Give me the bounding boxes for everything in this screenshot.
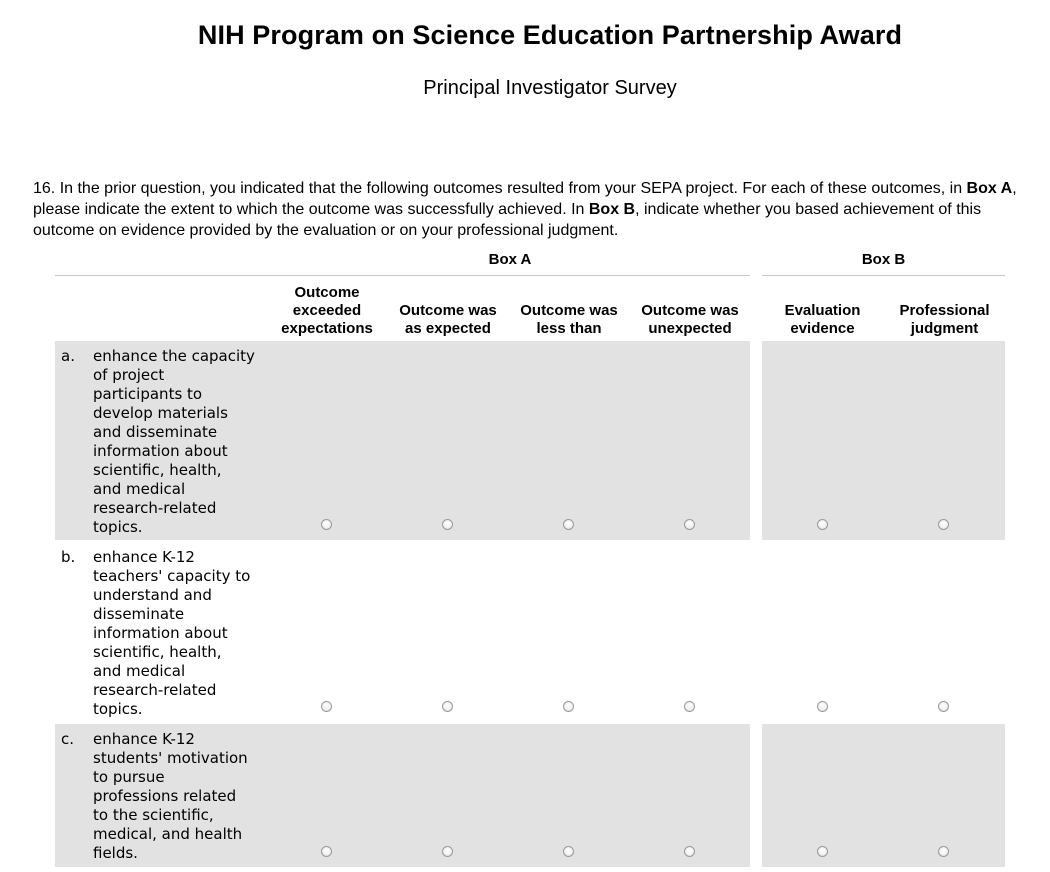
box-b-label: Box B bbox=[861, 251, 906, 268]
question-part-2: , please indicate the extent to which the outcome was successfully achieved. In bbox=[33, 180, 1017, 218]
row-a-radio-exceeded[interactable] bbox=[321, 519, 332, 530]
row-b-label: enhance K-12 teachers' capacity to understand and disseminate information about scientific, health, and medical research-related topics. bbox=[93, 548, 251, 718]
row-b-radio-as-expected[interactable] bbox=[442, 701, 453, 712]
row-b-radio-exceeded[interactable] bbox=[321, 701, 332, 712]
page-title: NIH Program on Science Education Partnership Award bbox=[197, 20, 903, 50]
question-part-3: , indicate whether you based achievement of this outcome on evidence provided by the evaluation or on your professional judgment. bbox=[33, 201, 982, 239]
row-b-radio-professional-judgment[interactable] bbox=[938, 701, 949, 712]
page-subtitle: Principal Investigator Survey bbox=[423, 77, 677, 99]
column-header-as-expected: Outcome was as expected bbox=[399, 302, 497, 337]
question-part-1: 16. In the prior question, you indicated that the following outcomes resulted from your SEPA project. For each of these outcomes, in bbox=[33, 180, 967, 197]
row-a-letter: a. bbox=[61, 347, 75, 365]
row-c-radio-unexpected[interactable] bbox=[684, 846, 695, 857]
column-header-evaluation-evidence: Evaluation evidence bbox=[784, 302, 861, 337]
row-b-radio-evaluation-evidence[interactable] bbox=[817, 701, 828, 712]
row-c-radio-evaluation-evidence[interactable] bbox=[817, 846, 828, 857]
question-text bbox=[33, 178, 1043, 241]
row-a-radio-evaluation-evidence[interactable] bbox=[817, 519, 828, 530]
question-box-b: Box B bbox=[588, 201, 636, 218]
row-b-letter: b. bbox=[61, 548, 76, 566]
row-c-radio-professional-judgment[interactable] bbox=[938, 846, 949, 857]
column-header-professional-judgment: Professional judgment bbox=[899, 302, 990, 337]
column-header-less-than: Outcome was less than bbox=[520, 302, 618, 337]
row-a-radio-professional-judgment[interactable] bbox=[938, 519, 949, 530]
box-a-label: Box A bbox=[488, 251, 532, 268]
row-c-radio-less-than[interactable] bbox=[563, 846, 574, 857]
row-a-radio-unexpected[interactable] bbox=[684, 519, 695, 530]
row-a-radio-as-expected[interactable] bbox=[442, 519, 453, 530]
row-a-label: enhance the capacity of project participants to develop materials and disseminate information about scientific, health, and medical research-related topics. bbox=[93, 347, 255, 536]
column-header-exceeded: Outcome exceeded expectations bbox=[281, 284, 373, 337]
row-c-label: enhance K-12 students' motivation to pursue professions related to the scientific, medical, and health fields. bbox=[93, 730, 248, 862]
box-a-rule bbox=[55, 275, 750, 276]
row-a-radio-less-than[interactable] bbox=[563, 519, 574, 530]
box-b-rule bbox=[762, 275, 1005, 276]
row-c-radio-as-expected[interactable] bbox=[442, 846, 453, 857]
row-b-radio-unexpected[interactable] bbox=[684, 701, 695, 712]
column-header-unexpected: Outcome was unexpected bbox=[641, 302, 739, 337]
row-b-radio-less-than[interactable] bbox=[563, 701, 574, 712]
question-box-a: Box A bbox=[966, 180, 1013, 197]
row-c-box-b-background bbox=[762, 724, 1005, 867]
row-c-letter: c. bbox=[61, 730, 75, 748]
row-c-radio-exceeded[interactable] bbox=[321, 846, 332, 857]
row-a-box-b-background bbox=[762, 341, 1005, 540]
